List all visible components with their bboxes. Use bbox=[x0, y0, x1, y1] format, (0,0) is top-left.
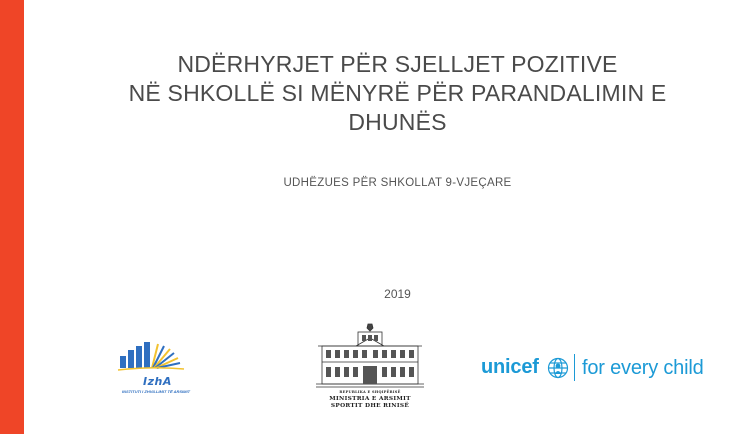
unicef-globe-icon bbox=[547, 357, 569, 379]
izha-name: IzhA bbox=[143, 375, 172, 388]
document-subtitle: UDHËZUES PËR SHKOLLAT 9-VJEÇARE bbox=[283, 177, 512, 189]
ministry-republic-label: REPUBLIKA E SHQIPËRISË bbox=[339, 390, 401, 394]
title-line-1: NDËRHYRJET PËR SJELLJET POZITIVE bbox=[177, 51, 618, 77]
unicef-wordmark: unicef bbox=[481, 356, 539, 378]
left-accent-bar bbox=[0, 0, 24, 434]
izha-subtitle: INSTITUTI I ZHVILLIMIT TË ARSIMIT bbox=[121, 389, 191, 394]
unicef-divider bbox=[574, 354, 575, 381]
ministry-name-line-2: SPORTIT DHE RINISË bbox=[330, 403, 410, 409]
ministry-name-line-1: MINISTRIA E ARSIMIT bbox=[329, 396, 411, 402]
title-line-2: NË SHKOLLË SI MËNYRË PËR PARANDALIMIN E bbox=[128, 80, 667, 106]
title-line-3: DHUNËS bbox=[348, 109, 447, 135]
unicef-tagline: for every child bbox=[582, 357, 704, 379]
ministry-name bbox=[310, 396, 430, 410]
document-title bbox=[40, 50, 748, 137]
document-year: 2019 bbox=[384, 287, 411, 301]
ministry-building-icon bbox=[310, 322, 430, 394]
